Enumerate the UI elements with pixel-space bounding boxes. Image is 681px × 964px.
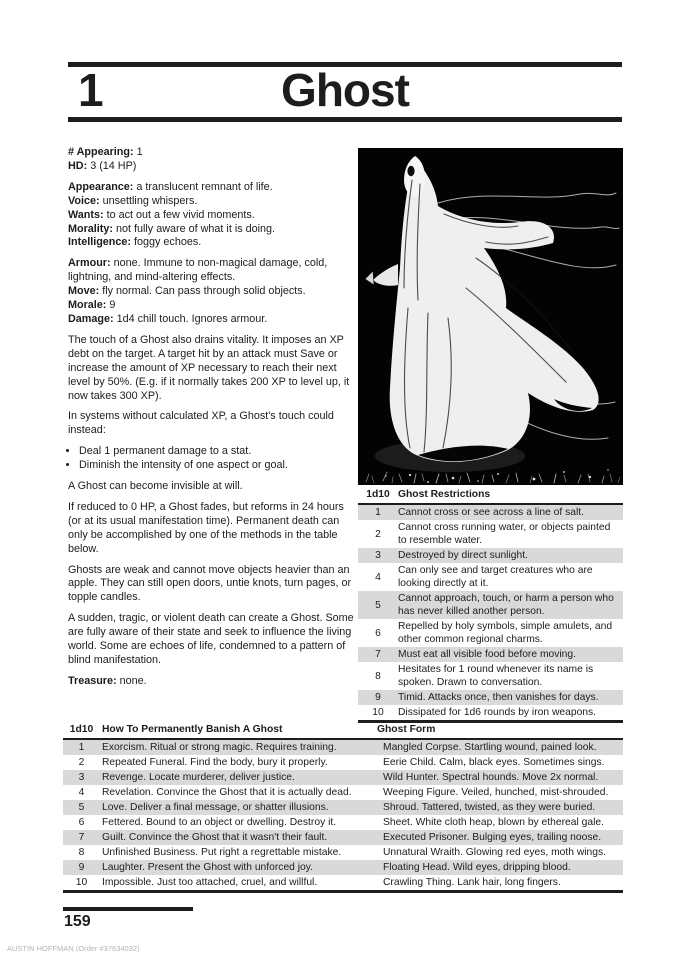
paragraph-weak: Ghosts are weak and cannot move objects heavier than an apple. They can still open doors, untie knots, turn pages, or topple candles. bbox=[68, 563, 352, 604]
trait-line bbox=[68, 181, 354, 195]
form-title: Ghost Form bbox=[377, 724, 436, 735]
trait-label: Voice: bbox=[68, 194, 100, 207]
paragraph-invisible: A Ghost can become invisible at will. bbox=[68, 480, 243, 493]
form-text: Wild Hunter. Spectral hounds. Move 2x normal. bbox=[383, 772, 599, 783]
paragraph-touch: The touch of a Ghost also drains vitality. It imposes an XP debt on the target. A target hit by an attack must Save or increase the amount of XP necessary to reach their next level by 50%. (E.g. if it normally takes 200 XP to level up, it now takes 300 XP). bbox=[68, 333, 350, 402]
banish-text: Love. Deliver a final message, or shatter illusions. bbox=[102, 802, 329, 813]
combat-label: Armour: bbox=[68, 257, 111, 270]
trait-line bbox=[68, 195, 354, 209]
trait-label: Intelligence: bbox=[68, 236, 131, 249]
form-text: Sheet. White cloth heap, blown by ethereal gale. bbox=[383, 817, 604, 828]
table-row bbox=[63, 740, 623, 755]
row-text: Must eat all visible food before moving. bbox=[398, 649, 576, 660]
table-row bbox=[358, 563, 623, 591]
header-rule-bottom bbox=[68, 117, 622, 122]
table-row bbox=[358, 647, 623, 662]
combat-block bbox=[68, 257, 354, 327]
banish-text: Impossible. Just too attached, cruel, and willful. bbox=[102, 877, 318, 888]
combat-line bbox=[68, 299, 354, 313]
banish-text: Guilt. Convince the Ghost that it wasn't their fault. bbox=[102, 832, 328, 843]
banish-text: Revenge. Locate murderer, deliver justice. bbox=[102, 772, 295, 783]
die-column-header: 1d10 bbox=[69, 724, 94, 735]
table-row bbox=[358, 705, 623, 720]
treasure-line bbox=[68, 675, 354, 689]
trait-value: not fully aware of what it is doing. bbox=[116, 222, 276, 235]
banish-and-form-table bbox=[63, 723, 623, 893]
row-text: Destroyed by direct sunlight. bbox=[398, 550, 528, 561]
row-number: 8 bbox=[78, 847, 85, 858]
trait-value: foggy echoes. bbox=[134, 236, 202, 249]
table-row bbox=[358, 619, 623, 647]
table-row bbox=[63, 755, 623, 770]
combat-label: Morale: bbox=[68, 299, 107, 312]
trait-line bbox=[68, 236, 354, 250]
combat-value: 1d4 chill touch. Ignores armour. bbox=[116, 312, 268, 325]
ghost-illustration bbox=[358, 148, 623, 485]
list-item: • Diminish the intensity of one aspect or goal. bbox=[79, 459, 354, 473]
combat-line bbox=[68, 285, 354, 299]
row-number: 8 bbox=[375, 670, 381, 682]
table-row bbox=[63, 845, 623, 860]
row-number: 10 bbox=[75, 877, 88, 888]
row-number: 6 bbox=[375, 627, 381, 639]
row-number: 2 bbox=[78, 757, 85, 768]
table-row bbox=[63, 860, 623, 875]
banish-table-header bbox=[63, 723, 623, 740]
entry-number: 1 bbox=[78, 64, 103, 116]
row-text: Dissipated for 1d6 rounds by iron weapons. bbox=[398, 707, 597, 718]
page-number: 159 bbox=[64, 913, 91, 930]
paragraph-origin: A sudden, tragic, or violent death can create a Ghost. Some are fully aware of their state and seek to influence the living world. Some are echoes of life, condemned to a pattern of blind manifestation. bbox=[68, 612, 354, 666]
row-number: 7 bbox=[78, 832, 85, 843]
trait-value: to act out a few vivid moments. bbox=[106, 208, 255, 221]
form-text: Executed Prisoner. Bulging eyes, trailing noose. bbox=[383, 832, 602, 843]
stat-value: 1 bbox=[136, 146, 143, 158]
order-watermark: AUSTIN HOFFMAN (Order #37634032) bbox=[7, 944, 140, 953]
paragraph-systems: In systems without calculated XP, a Ghost's touch could instead: bbox=[68, 410, 334, 437]
form-text: Crawling Thing. Lank hair, long fingers. bbox=[383, 877, 561, 888]
banish-text: Unfinished Business. Put right a regrettable mistake. bbox=[102, 847, 342, 858]
trait-label: Wants: bbox=[68, 208, 104, 221]
row-number: 3 bbox=[375, 550, 381, 561]
touch-options-list bbox=[68, 445, 354, 473]
stat-column bbox=[68, 146, 354, 696]
table-row bbox=[63, 800, 623, 815]
form-text: Weeping Figure. Veiled, hunched, mist-shrouded. bbox=[383, 787, 609, 798]
table-row bbox=[358, 690, 623, 705]
form-text: Shroud. Tattered, twisted, as they were buried. bbox=[383, 802, 596, 813]
row-text: Cannot cross running water, or objects painted to resemble water. bbox=[398, 522, 611, 546]
table-bottom-rule bbox=[63, 890, 623, 893]
combat-value: none. Immune to non-magical damage, cold, lightning, and mind-altering effects. bbox=[68, 257, 328, 284]
row-number: 5 bbox=[375, 599, 381, 611]
table-row bbox=[358, 548, 623, 563]
ghost-illustration-art bbox=[358, 148, 623, 485]
trait-label: Morality: bbox=[68, 222, 113, 235]
row-text: Timid. Attacks once, then vanishes for days. bbox=[398, 692, 599, 703]
table-row bbox=[63, 785, 623, 800]
combat-line bbox=[68, 313, 354, 327]
trait-label: Appearance: bbox=[68, 180, 134, 193]
paragraph-reform: If reduced to 0 HP, a Ghost fades, but reforms in 24 hours (or at its usual manifestation time). Permanent death can only be accomplished by one of the methods in the table below. bbox=[68, 500, 344, 555]
combat-line bbox=[68, 257, 354, 285]
row-number: 10 bbox=[372, 707, 384, 718]
restrictions-table bbox=[358, 488, 623, 723]
row-number: 1 bbox=[78, 742, 85, 753]
list-item: • Deal 1 permanent damage to a stat. bbox=[79, 445, 354, 459]
combat-label: Move: bbox=[68, 285, 100, 298]
combat-value: 9 bbox=[109, 299, 116, 312]
stat-label: # Appearing: bbox=[68, 146, 134, 158]
row-number: 6 bbox=[78, 817, 85, 828]
row-number: 9 bbox=[78, 862, 85, 873]
banish-text: Laughter. Present the Ghost with unforced joy. bbox=[102, 862, 314, 873]
traits-block bbox=[68, 181, 354, 251]
table-row bbox=[358, 505, 623, 520]
form-text: Unnatural Wraith. Glowing red eyes, moth wings. bbox=[383, 847, 607, 858]
form-text: Floating Head. Wild eyes, dripping blood. bbox=[383, 862, 571, 873]
combat-value: fly normal. Can pass through solid objects. bbox=[102, 285, 306, 298]
trait-line bbox=[68, 209, 354, 223]
stat-line bbox=[68, 146, 354, 160]
row-text: Cannot cross or see across a line of salt. bbox=[398, 507, 585, 518]
form-text: Eerie Child. Calm, black eyes. Sometimes sings. bbox=[383, 757, 605, 768]
trait-value: unsettling whispers. bbox=[102, 194, 198, 207]
row-number: 5 bbox=[78, 802, 85, 813]
banish-text: Fettered. Bound to an object or dwelling. Destroy it. bbox=[102, 817, 337, 828]
table-row bbox=[63, 830, 623, 845]
treasure-value: none. bbox=[119, 674, 147, 687]
row-number: 2 bbox=[375, 528, 381, 540]
stat-value: 3 (14 HP) bbox=[90, 159, 137, 172]
restrictions-table-header bbox=[358, 488, 623, 505]
table-row bbox=[63, 875, 623, 890]
trait-line bbox=[68, 223, 354, 237]
row-text: Can only see and target creatures who are looking directly at it. bbox=[398, 565, 593, 589]
banish-title: How To Permanently Banish A Ghost bbox=[102, 724, 283, 735]
stat-line bbox=[68, 160, 354, 174]
banish-text: Repeated Funeral. Find the body, bury it properly. bbox=[102, 757, 328, 768]
page-title: Ghost bbox=[281, 64, 409, 116]
die-column-header: 1d10 bbox=[366, 489, 390, 500]
form-text: Mangled Corpse. Startling wound, pained look. bbox=[383, 742, 597, 753]
table-row bbox=[358, 662, 623, 690]
row-number: 3 bbox=[78, 772, 85, 783]
row-number: 4 bbox=[78, 787, 85, 798]
trait-value: a translucent remnant of life. bbox=[136, 180, 273, 193]
stat-label: HD: bbox=[68, 159, 88, 172]
row-text: Repelled by holy symbols, simple amulets, and other common regional charms. bbox=[398, 621, 613, 645]
row-text: Cannot approach, touch, or harm a person who has never killed another person. bbox=[398, 593, 614, 617]
row-text: Hesitates for 1 round whenever its name is spoken. Drawn to conversation. bbox=[398, 664, 594, 688]
stat-block bbox=[68, 146, 354, 174]
table-row bbox=[358, 520, 623, 548]
table-row bbox=[63, 815, 623, 830]
treasure-label: Treasure: bbox=[68, 674, 117, 687]
table-row bbox=[358, 591, 623, 619]
row-number: 9 bbox=[375, 692, 381, 703]
page-header bbox=[68, 66, 622, 116]
table-row bbox=[63, 770, 623, 785]
combat-label: Damage: bbox=[68, 312, 114, 325]
row-number: 4 bbox=[375, 571, 381, 583]
banish-text: Revelation. Convince the Ghost that it is actually dead. bbox=[102, 787, 352, 798]
footer-rule bbox=[63, 907, 193, 911]
banish-text: Exorcism. Ritual or strong magic. Requires training. bbox=[102, 742, 337, 753]
row-number: 1 bbox=[375, 507, 381, 518]
restrictions-title: Ghost Restrictions bbox=[398, 489, 491, 500]
row-number: 7 bbox=[375, 649, 381, 660]
